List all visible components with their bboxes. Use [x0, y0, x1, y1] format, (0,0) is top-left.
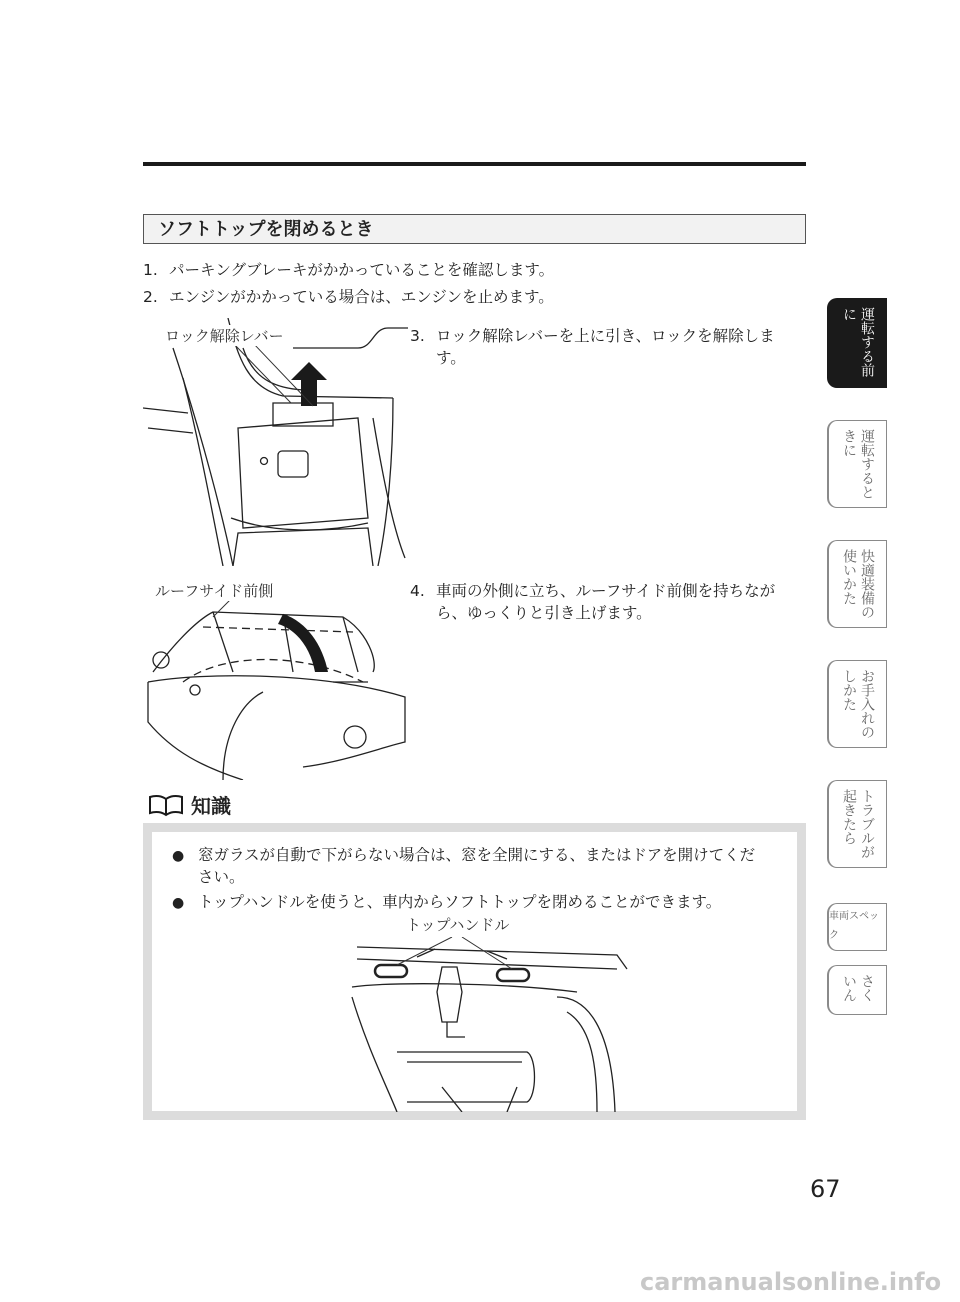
knowledge-title: 知識: [190, 794, 231, 818]
bullet-dot-icon: ●: [172, 895, 185, 911]
top-handle-illustration: [347, 937, 632, 1112]
top-handle-label: トップハンドル: [406, 916, 510, 934]
right-top-handle: [497, 969, 529, 981]
step-text-line: す。: [436, 349, 466, 367]
step-4: [410, 580, 775, 624]
tab-comfort-equipment[interactable]: [827, 540, 887, 628]
page-number: 67: [810, 1175, 841, 1203]
step-number: 3.: [410, 327, 425, 345]
tab-maintenance[interactable]: [827, 660, 887, 748]
step-1: [143, 259, 554, 281]
roof-side-label: ルーフサイド前側: [155, 582, 274, 600]
bullet-dot-icon: ●: [172, 848, 185, 864]
tab-label: 快適装備の使いかた: [841, 549, 875, 619]
tab-label: トラブルが起きたら: [841, 789, 875, 859]
step-text-line: ら、ゆっくりと引き上げます。: [436, 604, 652, 622]
tab-label: 車両スペック: [829, 911, 879, 941]
step-2: [143, 286, 554, 308]
step-3: [410, 325, 775, 369]
top-rule: [143, 162, 806, 166]
tab-troubleshooting[interactable]: [827, 780, 887, 868]
knowledge-bullet-2: [172, 891, 721, 914]
tab-label: 運転する前に: [841, 307, 875, 377]
left-top-handle: [375, 965, 407, 977]
step-text: エンジンがかかっている場合は、エンジンを止めます。: [169, 288, 554, 306]
step-text-line: ロック解除レバーを上に引き、ロックを解除しま: [436, 327, 775, 345]
bullet-text-line: 窓ガラスが自動で下がらない場合は、窓を全開にする、またはドアを開けてくだ: [198, 846, 756, 864]
tab-index[interactable]: [827, 965, 887, 1015]
lock-lever-label: ロック解除レバー: [165, 327, 284, 345]
bullet-text-line: さい。: [198, 868, 245, 886]
knowledge-bullet-1: [172, 844, 755, 888]
section-title: ソフトトップを閉めるとき: [143, 214, 806, 244]
tab-label: 運転するときに: [841, 429, 875, 499]
bullet-text-line: トップハンドルを使うと、車内からソフトトップを閉めることができます。: [198, 893, 722, 911]
tab-label: お手入れのしかた: [841, 669, 875, 739]
book-icon: [148, 793, 184, 817]
tab-vehicle-specs[interactable]: [827, 903, 887, 951]
step-text: パーキングブレーキがかかっていることを確認します。: [169, 261, 555, 279]
tab-while-driving[interactable]: [827, 420, 887, 508]
knowledge-heading: [148, 790, 231, 819]
arrow-up-icon: [291, 362, 327, 406]
lock-lever-illustration: [143, 318, 408, 566]
knowledge-inner: [152, 832, 797, 1111]
step-number: 4.: [410, 582, 425, 600]
step-number: 1.: [143, 261, 158, 279]
step-number: 2.: [143, 288, 158, 306]
tab-label: さくいん: [841, 974, 875, 1002]
knowledge-box: [143, 823, 806, 1120]
tab-before-driving[interactable]: [827, 298, 887, 388]
watermark: carmanualsonline.info: [640, 1268, 942, 1296]
roof-side-illustration: [143, 572, 408, 780]
step-text-line: 車両の外側に立ち、ルーフサイド前側を持ちなが: [436, 582, 776, 600]
